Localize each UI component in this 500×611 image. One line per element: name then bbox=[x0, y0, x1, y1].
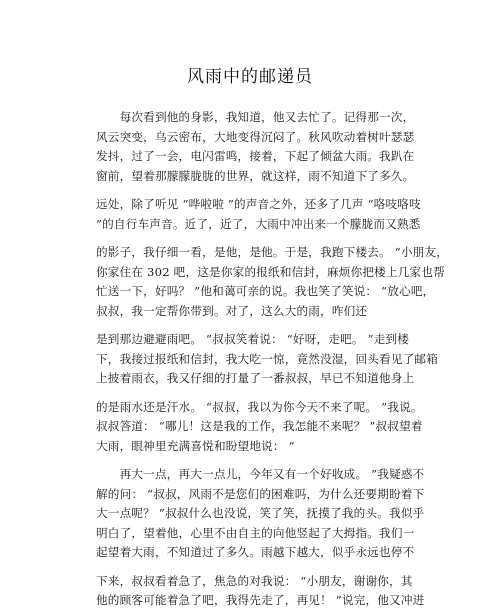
text-line: 窗前，望着那朦朦胧胧的世界，就这样，雨不知道下了多久。 bbox=[96, 168, 415, 183]
text-line: 发抖，过了一会，电闪雷鸣，接着，下起了倾盆大雨。我趴在 bbox=[96, 149, 415, 163]
text-line: ”的自行车声音。近了，近了，大雨中冲出来一个朦胧而又熟悉 bbox=[96, 216, 421, 231]
text-line: 是到那边避避雨吧。 ”叔叔笑着说： “好呀，走吧。 ”走到楼 bbox=[96, 332, 410, 346]
text-line: 下，我接过报纸和信封，我大吃一惊，竟然没湿，回头看见了邮箱 bbox=[96, 351, 439, 366]
paragraph-gap bbox=[96, 234, 446, 243]
text-line: 起望着大雨，不知道过了多久。雨越下越大，似乎永远也停不 bbox=[96, 545, 415, 559]
paragraph bbox=[96, 330, 446, 389]
paragraph-gap bbox=[96, 186, 446, 195]
paragraph bbox=[96, 243, 449, 321]
document-title: 风雨中的邮递员 bbox=[187, 67, 313, 87]
paragraph-gap bbox=[96, 456, 446, 465]
document-body bbox=[96, 108, 449, 611]
text-line: 的影子，我仔细一看，是他，是他。于是，我跑下楼去。 “小朋友， bbox=[96, 245, 449, 259]
text-line: 风云突变，乌云密布，大地变得沉闷了。秋风吹动着树叶瑟瑟 bbox=[96, 129, 415, 144]
text-line: 叔叔，我一定帮你带到。对了，这么大的雨，咋们还 bbox=[96, 303, 368, 318]
paragraph-gap bbox=[96, 321, 446, 330]
text-line: 远处，除了听见 “哗啦啦 ”的声音之外，还多了几声 “咯吱咯吱 bbox=[96, 197, 421, 211]
text-line: 他的顾客可能着急了吧，我得先走了，再见！ ”说完，他又冲进 bbox=[96, 593, 425, 607]
paragraph bbox=[96, 398, 446, 457]
text-line: 明白了，望着他，心里不由自主的向他竖起了大拇指。我们一 bbox=[96, 525, 415, 540]
text-line: 下来，叔叔看着急了，焦急的对我说： “小朋友，谢谢你，其 bbox=[96, 573, 413, 588]
paragraph-gap bbox=[96, 563, 446, 572]
text-line: 再大一点，再大一点儿，今年又有一个好收成。 ”我疑惑不 bbox=[96, 467, 425, 481]
text-line: 每次看到他的身影，我知道，他又去忙了。记得那一次， bbox=[96, 110, 415, 124]
text-line: 大一点呢？ ”叔叔什么也没说，笑了笑，抚摸了我的头。我似乎 bbox=[96, 506, 425, 520]
text-line: 大雨，眼神里充满喜悦和盼望地说： “ bbox=[96, 438, 295, 453]
paragraph bbox=[96, 108, 446, 186]
paragraph bbox=[96, 572, 446, 611]
text-line: 上披着雨衣，我又仔细的打量了一番叔叔，早已不知道他身上 bbox=[96, 371, 415, 385]
paragraph bbox=[96, 465, 446, 563]
text-line: 解的问： “叔叔，风雨不是您们的困难吗，为什么还要期盼着下 bbox=[96, 486, 425, 501]
paragraph bbox=[96, 195, 446, 234]
text-line: 你家住在 302 吧，这是你家的报纸和信封，麻烦你把楼上几家也帮 bbox=[96, 264, 445, 279]
text-line: 的是雨水还是汗水。 “叔叔，我以为你今天不来了呢。 ”我说。 bbox=[96, 399, 423, 414]
paragraph-gap bbox=[96, 389, 446, 398]
text-line: 忙送一下，好吗？ ”他和蔼可亲的说。我也笑了笑说： “放心吧， bbox=[96, 284, 435, 298]
text-line: 叔叔答道： “哪儿！这是我的工作，我怎能不来呢？ ”叔叔望着 bbox=[96, 419, 423, 433]
